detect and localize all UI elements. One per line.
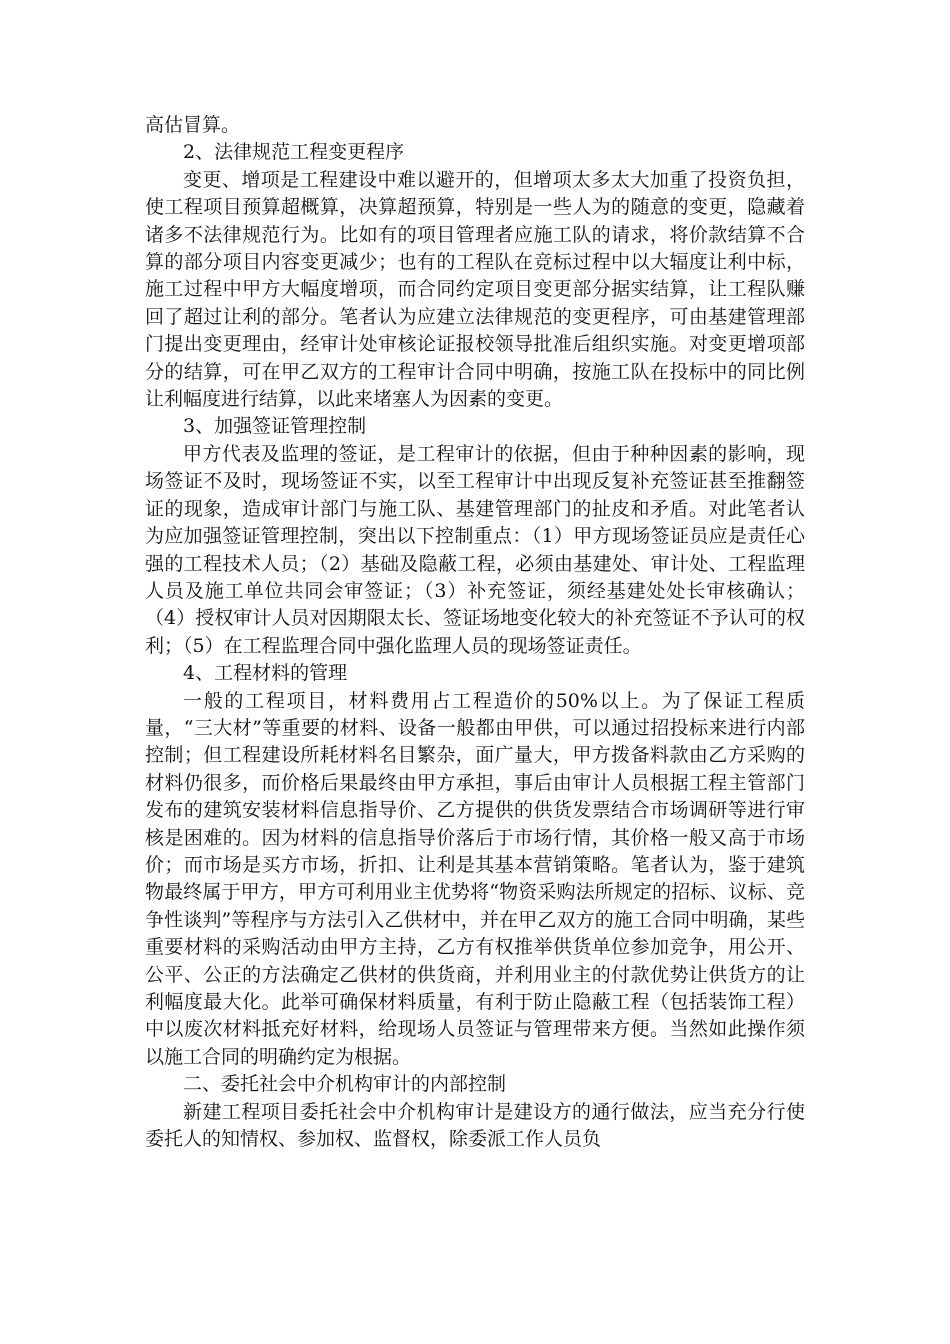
paragraph-intermediary-audit: 新建工程项目委托社会中介机构审计是建设方的通行做法，应当充分行使委托人的知情权、参加权、监督权，除委派工作人员负 — [145, 1100, 805, 1151]
paragraph-continuation: 高估冒算。 — [145, 114, 241, 136]
section-heading-2: 2、法律规范工程变更程序 — [183, 141, 405, 164]
paragraph-change-procedure: 变更、增项是工程建设中难以避开的，但增项太多太大加重了投资负担，使工程项目预算超概算，决算超预算，特别是一些人为的随意的变更，隐藏着诸多不法律规范行为。比如有的项目管理者应施工队的请求，将价款结算不合算的部分项目内容变更减少；也有的工程队在竞标过程中以大辐度让利中标，施工过程中甲方大幅度增项，而合同约定项目变更部分据实结算，让工程队赚回了超过让利的部分。笔者认为应建立法律规范的变更程序，可由基建管理部门提出变更理由，经审计处审核论证报校领导批准后组织实施。对变更增项部分的结算，可在甲乙双方的工程审计合同中明确，按施工队在投标中的同比例让利幅度进行结算，以此来堵塞人为因素的变更。 — [145, 168, 805, 411]
paragraph-materials: 一般的工程项目，材料费用占工程造价的50%以上。为了保证工程质量，“三大材”等重要的材料、设备一般都由甲供，可以通过招投标来进行内部控制；但工程建设所耗材料名目繁杂，面广量大，甲方拨备料款由乙方采购的材料仍很多，而价格后果最终由甲方承担，事后由审计人员根据工程主管部门发布的建筑安装材料信息指导价、乙方提供的供货发票结合市场调研等进行审核是困难的。因为材料的信息指导价落后于市场行情，其价格一般又高于市场价；而市场是买方市场，折扣、让利是其基本营销策略。笔者认为，鉴于建筑物最终属于甲方，甲方可利用业主优势将“物资采购法所规定的招标、议标、竞争性谈判”等程序与方法引入乙供材中，并在甲乙双方的施工合同中明确，某些重要材料的采购活动由甲方主持，乙方有权推举供货单位参加竞争，用公开、公平、公正的方法确定乙供材的供货商，并利用业主的付款优势让供货方的让利幅度最大化。此举可确保材料质量，有利于防止隐蔽工程（包括装饰工程）中以废次材料抵充好材料，给现场人员签证与管理带来方便。当然如此操作须以施工合同的明确约定为根据。 — [145, 689, 805, 1068]
section-heading-two: 二、委托社会中介机构审计的内部控制 — [183, 1073, 507, 1096]
paragraph-visa-control: 甲方代表及监理的签证，是工程审计的依据，但由于种种因素的影响，现场签证不及时，现场签证不实，以至工程审计中出现反复补充签证甚至推翻签证的现象，造成审计部门与施工队、基建管理部门的扯皮和矛盾。对此笔者认为应加强签证管理控制，突出以下控制重点：（1）甲方现场签证员应是责任心强的工程技术人员；（2）基础及隐蔽工程，必须由基建处、审计处、工程监理人员及施工单位共同会审签证；（3）补充签证，须经基建处处长审核确认；（4）授权审计人员对因期限太长、签证场地变化较大的补充签证不予认可的权利；（5）在工程监理合同中强化监理人员的现场签证责任。 — [145, 442, 805, 657]
section-heading-4: 4、工程材料的管理 — [183, 662, 348, 685]
document-body — [145, 112, 805, 1153]
section-heading-3: 3、加强签证管理控制 — [183, 415, 367, 438]
